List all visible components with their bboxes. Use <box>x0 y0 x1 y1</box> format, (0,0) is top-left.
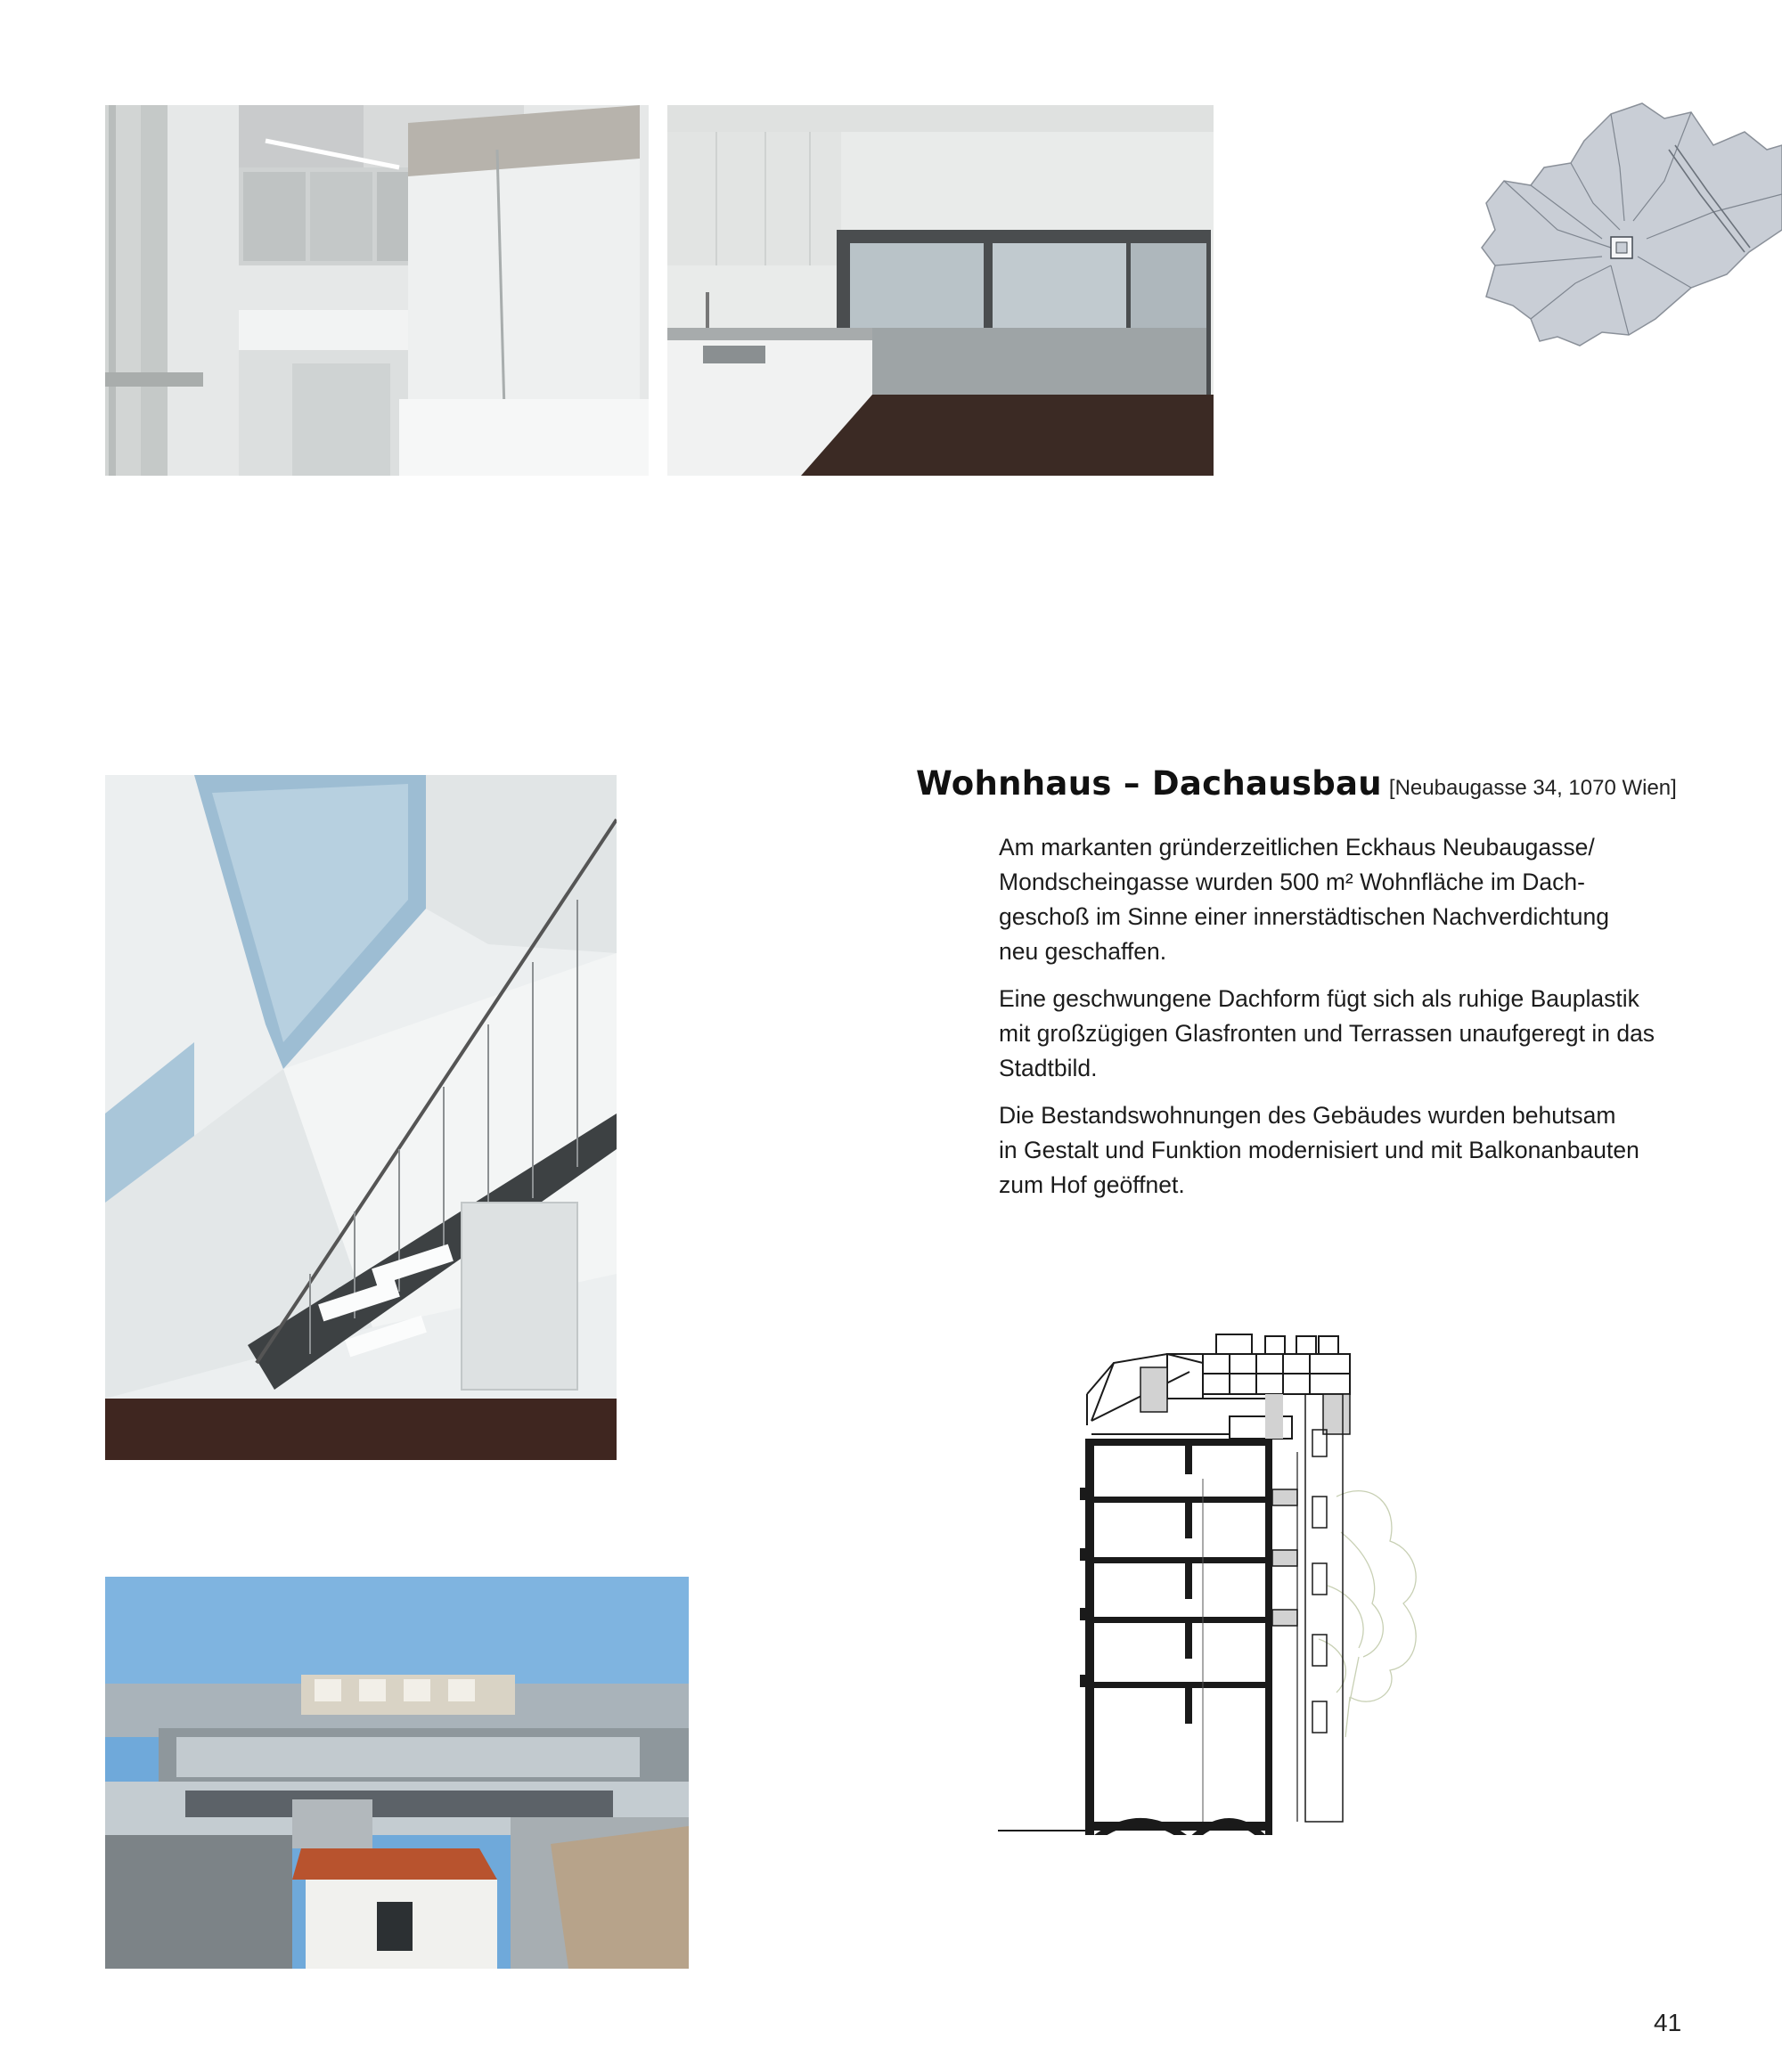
text-line: Eine geschwungene Dachform fügt sich als ruhige Bauplastik <box>999 985 1639 1012</box>
paragraph <box>999 1098 1694 1203</box>
text-line: mit großzügigen Glasfronten und Terrassen unaufgeregt in das <box>999 1020 1655 1047</box>
paragraph <box>999 830 1694 969</box>
project-description <box>999 830 1694 1215</box>
text-line: Die Bestandswohnungen des Gebäudes wurden behutsam <box>999 1102 1616 1129</box>
project-address: [Neubaugasse 34, 1070 Wien] <box>1388 776 1677 800</box>
project-title: Wohnhaus – Dachausbau <box>916 764 1382 803</box>
staircase-photo <box>105 775 617 1460</box>
text-line: Mondscheingasse wurden 500 m² Wohnfläche im Dach- <box>999 869 1585 895</box>
text-line: zum Hof geöffnet. <box>999 1171 1185 1198</box>
kitchen-photo <box>667 105 1214 476</box>
paragraph <box>999 982 1694 1086</box>
rooftop-photo <box>105 1577 689 1969</box>
text-line: geschoß im Sinne einer innerstädtischen Nachverdichtung <box>999 903 1609 930</box>
building-section-drawing <box>998 1318 1461 1835</box>
bathroom-photo <box>105 105 649 476</box>
text-line: in Gestalt und Funktion modernisiert und mit Balkonanbauten <box>999 1137 1639 1163</box>
page-number: 41 <box>1654 2009 1682 2036</box>
text-line: Am markanten gründerzeitlichen Eckhaus Neubaugasse/ <box>999 834 1595 861</box>
text-line: Stadtbild. <box>999 1055 1098 1081</box>
text-line: neu geschaffen. <box>999 938 1167 965</box>
project-heading <box>916 764 1771 803</box>
vienna-district-map <box>1477 96 1782 360</box>
